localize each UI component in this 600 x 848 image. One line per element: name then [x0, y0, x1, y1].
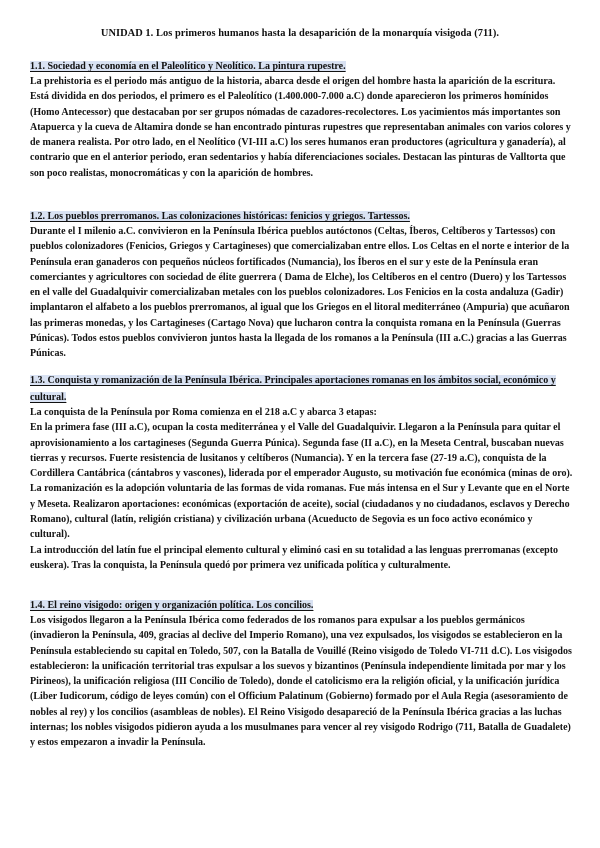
section-paragraph: Los visigodos llegaron a la Península Ibérica como federados de los romanos para expulsar a los pueblos germánicos (invadieron la Península, 409, gracias al declive del Imperio Romano), una vez expulsados, los visigodos se establecieron en la Península estableciendo su capital en Toledo, 507, con la Batalla de Vouillé (Reino visigodo de Toledo VI-711 d.C). Los visigodos establecieron: la unificación territorial tras expulsar a los suevos y bizantinos (Península independiente limitada por mar y los Pirineos), la unificación religiosa (III Concilio de Toledo), donde el catolicismo era la religión oficial, y la unificación jurídica (Liber Iudicorum, código de leyes común) con el Officium Palatinum (Gobierno) formado por el Aula Regia (asesoramiento de nobles al rey) y los concilios (asambleas de nobles). El Reino Visigodo desapareció de la Península Ibérica gracias a las luchas internas; los nobles visigodos pidieron ayuda a los musulmanes para vencer al rey visigodo Rodrigo (711, Batalla de Guadalete) y estos empezaron a invadir la Península. — [30, 615, 572, 749]
section-heading: 1.4. El reino visigodo: origen y organización política. Los concilios. — [30, 600, 314, 611]
section-paragraph: La romanización es la adopción voluntaria de las formas de vida romanas. Fue más intensa en el Sur y Levante que en el Norte y Meseta. Realizaron aportaciones: económicas (exportación de aceite), social (ciudadanos y no ciudadanos, esclavos y Derecho Romano), cultural (latín, religión cristiana) y civilización urbana (Acueducto de Segovia es un foco activo económico y cultural). — [30, 483, 570, 541]
section-paragraph: Durante el I milenio a.C. convivieron en la Península Ibérica pueblos autóctonos (Celtas, Íberos, Celtíberos y Tartessos) con pueblos colonizadores (Fenicios, Griegos y Cartagineses) que comercializaban entre ellos. Los Celtas en el norte e interior de la Península eran ganaderos con pequeños núcleos fortificados (Numancia), los Íberos en el sur y este de la Península eran comerciantes y agricultores con sociedad de élite guerrera ( Dama de Elche), los Celtíberos en el centro (Duero) y los Tartessos en el valle del Guadalquivir comercializaban metales con los pueblos colonizadores. Los Fenicios en la costa andaluza (Gadir) implantaron el alfabeto a los pueblos prerromanos, al igual que los Griegos en el litoral mediterráneo (Ampuria) que acuñaron las primeras monedas, y los Cartagineses (Cartago Nova) que lucharon contra la conquista romana en la Península (Guerras Púnicas). Todos estos pueblos convivieron juntos hasta la llegada de los romanos a la Península (III a.C.) gracias a las Guerras Púnicas. — [30, 226, 570, 360]
section-paragraph: La introducción del latín fue el principal elemento cultural y eliminó casi en su totalidad a las lenguas prerromanas (excepto euskera). Tras la conquista, la Península quedó por primera vez unificada política y culturalmente. — [30, 544, 559, 571]
section-heading: 1.3. Conquista y romanización de la Península Ibérica. Principales aportaciones romanas en los ámbitos social, económico y cultural. — [30, 375, 556, 403]
section-reino-visigodo — [30, 596, 574, 751]
document-title: UNIDAD 1. Los primeros humanos hasta la desaparición de la monarquía visigoda (711). — [100, 28, 500, 39]
section-heading: 1.1. Sociedad y economía en el Paleolítico y Neolítico. La pintura rupestre. — [30, 61, 346, 72]
section-heading: 1.2. Los pueblos prerromanos. Las colonizaciones históricas: fenicios y griegos. Tartessos. — [30, 211, 410, 222]
section-conquista-romanizacion — [30, 371, 574, 573]
section-paleolitico-neolitico — [30, 57, 574, 181]
section-paragraph: En la primera fase (III a.C), ocupan la costa mediterránea y el Valle del Guadalquivir. Llegaron a la Península para quitar el aprovisionamiento a los cartagineses (Segunda Guerra Púnica). Segunda fase (II a.C), en la Meseta Central, buscaban nuevas tierras y recursos. Fuerte resistencia de lusitanos y celtíberos (Numancia). Y en la tercera fase (27-19 a.C), conquista de la Cordillera Cantábrica (cántabros y vascones), liderada por el emperador Augusto, su motivación fue económica (minas de oro). — [30, 422, 573, 480]
section-pueblos-prerromanos — [30, 207, 574, 362]
section-paragraph: La prehistoria es el periodo más antiguo de la historia, abarca desde el origen del hombre hasta la aparición de la escritura. Está dividida en dos periodos, el primero es el Paleolítico (1.400.000-7.000 a.C) donde aparecieron los primeros homínidos (Homo Antecessor) que destacaban por ser grupos nómadas de cazadores-recolectores. Los yacimientos más importantes son Atapuerca y la cueva de Altamira donde se han encontrado pinturas rupestres que representaban animales con varios colores y de manera realista. Por otro lado, en el Neolítico (VI-III a.C) los seres humanos eran productores (agricultura y ganadería), al contrario que en el anterior periodo, eran sedentarios y había diferenciaciones sociales. Destacan las pinturas de Valltorta que son poco realistas, monocromáticas y con la aparición de hombres. — [30, 76, 571, 179]
section-paragraph: La conquista de la Península por Roma comienza en el 218 a.C y abarca 3 etapas: — [30, 407, 377, 418]
